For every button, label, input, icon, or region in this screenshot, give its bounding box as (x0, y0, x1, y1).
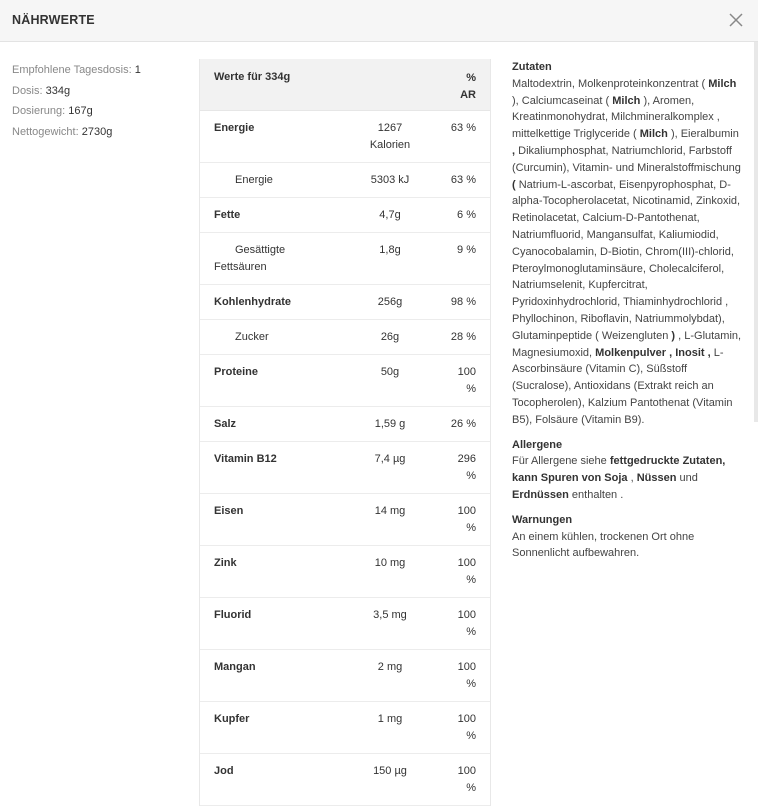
ingredients-heading: Zutaten (512, 61, 552, 73)
text-segment: enthalten . (568, 488, 624, 501)
nutrient-ar: 63 % (450, 122, 476, 134)
text-segment: und (676, 472, 698, 485)
modal-header (0, 0, 758, 42)
info-value: 2730g (81, 125, 113, 138)
nutrient-amount: 5303 kJ (370, 174, 410, 186)
nutrient-amount: 50g (380, 366, 400, 378)
dosage-info (12, 60, 192, 142)
nutrient-amount: 1267 Kalorien (369, 122, 411, 151)
nutrient-ar: 26 % (450, 418, 476, 430)
nutrient-name: Energie (214, 122, 255, 134)
nutrient-ar: 100 % (457, 505, 476, 534)
text-segment: ), Calciumcaseinat ( (512, 94, 613, 107)
table-row (200, 285, 490, 320)
nutrient-amount: 26g (380, 331, 400, 343)
table-row (200, 754, 490, 806)
nutrient-name: Gesättigte Fettsäuren (214, 244, 286, 273)
nutrient-amount: 10 mg (374, 557, 406, 569)
table-row (200, 442, 490, 494)
nutrient-name: Energie (235, 174, 273, 186)
text-segment: ), Aromen, Kreatinmonohydrat, Milchmineralkomplex , mittelkettige Triglyceride ( (512, 94, 720, 141)
table-row (200, 598, 490, 650)
text-segment: L-Ascorbinsäure (Vitamin C), Süßstoff (Sucralose), Antioxidans (Extrakt reich an Tocopherolen), Kalzium Pantothenat (Vitamin B5), Folsäure (Vitamin B9). (512, 346, 733, 426)
nutrient-amount: 14 mg (374, 505, 406, 517)
info-row (12, 122, 192, 143)
nutrient-name: Mangan (214, 661, 256, 673)
nutrient-name: Fette (214, 209, 241, 221)
bold-text: Erdnüssen (512, 488, 569, 501)
table-row (200, 233, 490, 285)
table-row (200, 650, 490, 702)
nutrient-name: Proteine (214, 366, 259, 378)
nutrient-ar: 100 % (457, 661, 476, 690)
info-label: Empfohlene Tagesdosis: (12, 64, 132, 76)
close-icon[interactable] (726, 10, 746, 30)
nutrient-amount: 3,5 mg (373, 609, 407, 621)
bold-text: Nüssen (636, 472, 677, 485)
info-label: Dosierung: (12, 105, 66, 117)
info-label: Nettogewicht: (12, 125, 79, 138)
nutrient-ar: 6 % (457, 209, 476, 221)
bold-text: , (512, 144, 516, 157)
info-value: 1 (134, 64, 141, 76)
nutrient-ar: 100 % (457, 713, 476, 742)
table-row (200, 198, 490, 233)
warnings-heading: Warnungen (512, 513, 573, 526)
table-row (200, 163, 490, 198)
bold-text: ) (671, 329, 676, 342)
column-header-ar: % AR (460, 72, 476, 101)
nutrient-name: Eisen (214, 505, 244, 517)
nutrient-name: Salz (214, 418, 237, 430)
nutrient-name: Zucker (235, 331, 269, 343)
bold-text: Milch (612, 94, 641, 107)
table-row (200, 494, 490, 546)
table-row (200, 320, 490, 355)
product-details (512, 59, 744, 570)
ingredients-text (512, 76, 744, 429)
nutrient-amount: 4,7g (379, 209, 401, 221)
bold-text: Milch (639, 128, 668, 141)
nutrient-name: Zink (214, 557, 237, 569)
bold-text: fettgedruckte Zutaten, kann Spuren von Soja (512, 455, 726, 485)
nutrient-amount: 256g (377, 296, 403, 308)
text-segment: Für Allergene siehe (512, 455, 610, 468)
nutrient-amount: 150 µg (373, 765, 407, 777)
text-segment: Dikaliumphosphat, Natriumchlorid, Farbstoff (Curcumin), Vitamin- und Mineralstoffmischung (512, 144, 741, 174)
nutrient-ar: 28 % (450, 331, 476, 343)
info-value: 167g (68, 105, 93, 117)
text-segment: , (627, 472, 637, 485)
nutrient-amount: 1,8g (379, 244, 401, 256)
nutrient-ar: 63 % (450, 174, 476, 186)
warnings-text: An einem kühlen, trockenen Ort ohne Sonnenlicht aufbewahren. (512, 530, 695, 560)
bold-text: Milch (708, 77, 737, 90)
info-value: 334g (45, 84, 71, 97)
nutrient-name: Fluorid (214, 609, 252, 621)
nutrient-ar: 100 % (457, 765, 476, 794)
info-row (12, 81, 192, 102)
scrollbar[interactable] (754, 42, 758, 422)
info-label: Dosis: (12, 84, 43, 97)
nutrient-ar: 9 % (457, 244, 476, 256)
table-header (200, 59, 490, 111)
table-row (200, 111, 490, 163)
allergens-text (512, 453, 744, 503)
nutrient-amount: 1,59 g (374, 418, 406, 430)
nutrient-ar: 98 % (450, 296, 476, 308)
nutrient-ar: 100 % (457, 366, 476, 395)
text-segment: , L-Glutamin, Magnesiumoxid, (512, 329, 742, 359)
nutrient-amount: 2 mg (377, 661, 403, 673)
table-row (200, 407, 490, 442)
nutrient-ar: 100 % (457, 609, 476, 638)
nutrient-name: Kohlenhydrate (214, 296, 292, 308)
nutrient-amount: 1 mg (377, 713, 403, 725)
text-segment: ), Eieralbumin (667, 128, 739, 141)
modal-title: NÄHRWERTE (12, 13, 95, 27)
close-button[interactable] (726, 10, 746, 30)
table-row (200, 355, 490, 407)
bold-text: Molkenpulver , Inosit , (595, 346, 711, 359)
bold-text: ( (512, 178, 516, 191)
allergens-heading: Allergene (512, 438, 563, 451)
nutrient-name: Jod (214, 765, 234, 777)
nutrient-name: Kupfer (214, 713, 250, 725)
nutrient-ar: 100 % (457, 557, 476, 586)
info-row (12, 101, 192, 122)
column-header-values: Werte für 334g (214, 71, 291, 83)
text-segment: Natrium-L-ascorbat, Eisenpyrophosphat, D-alpha-Tocopherolacetat, Nicotinamid, Zinkoxid, Retinolacetat, Calcium-D-Pantothenat, Natriumfluorid, Mangansulfat, Kaliumiodid, Cyanocobalamin, D-Biotin, Chrom(III)-chlorid, Pteroylmonoglutaminsäure, Cholecalciferol, Natriumselenit, Kupfercitrat, Pyridoxinhydrochlorid, Thiaminhydrochlorid , Phyllochinon, Riboflavin, Natriummolybdat), Glutaminpeptide ( Weizengluten (512, 178, 741, 342)
table-row (200, 546, 490, 598)
table-row (200, 702, 490, 754)
text-segment: Maltodextrin, Molkenproteinkonzentrat ( (512, 77, 709, 90)
nutrient-name: Vitamin B12 (214, 453, 277, 465)
nutrition-table (199, 59, 491, 806)
info-row (12, 60, 192, 81)
nutrient-ar: 296 % (457, 453, 476, 482)
nutrient-amount: 7,4 µg (374, 453, 406, 465)
